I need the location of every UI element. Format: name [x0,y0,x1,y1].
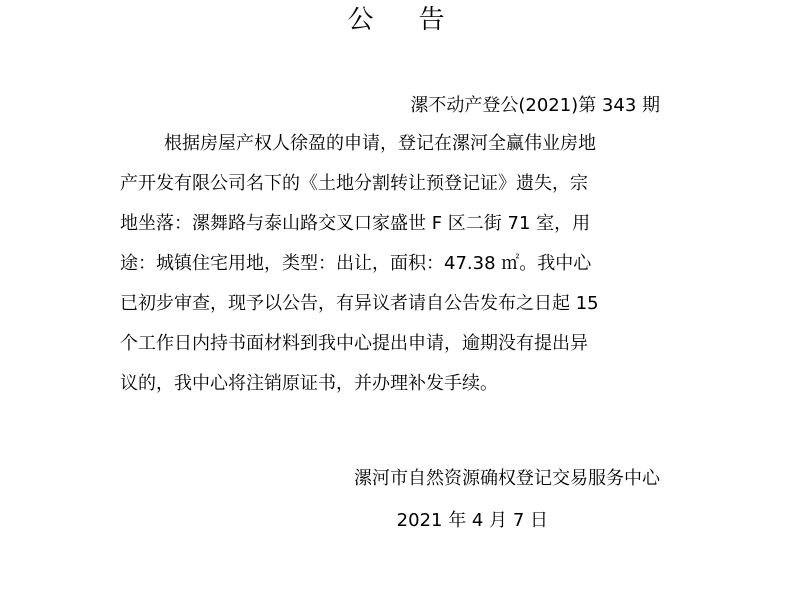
notice-title: 公告 [347,5,490,35]
body-line: 地坐落：漯舞路与泰山路交叉口家盛世 F 区二街 71 室，用 [120,213,591,234]
body-line: 议的，我中心将注销原证书，并办理补发手续。 [120,373,498,394]
document-number: 漯不动产登公(2021)第 343 期 [410,95,660,116]
notice-date: 2021 年 4 月 7 日 [396,510,548,531]
body-line: 产开发有限公司名下的《土地分割转让预登记证》遗失，宗 [120,173,588,194]
body-line: 个工作日内持书面材料到我中心提出申请，逾期没有提出异 [120,333,588,354]
body-line: 根据房屋产权人徐盈的申请，登记在漯河全赢伟业房地 [164,133,596,154]
body-line: 途：城镇住宅用地，类型：出让，面积：47.38 ㎡。我中心 [120,253,592,274]
notice-body [120,124,680,404]
issuer-signature: 漯河市自然资源确权登记交易服务中心 [354,468,660,489]
body-line: 已初步审查，现予以公告，有异议者请自公告发布之日起 15 [120,293,599,314]
